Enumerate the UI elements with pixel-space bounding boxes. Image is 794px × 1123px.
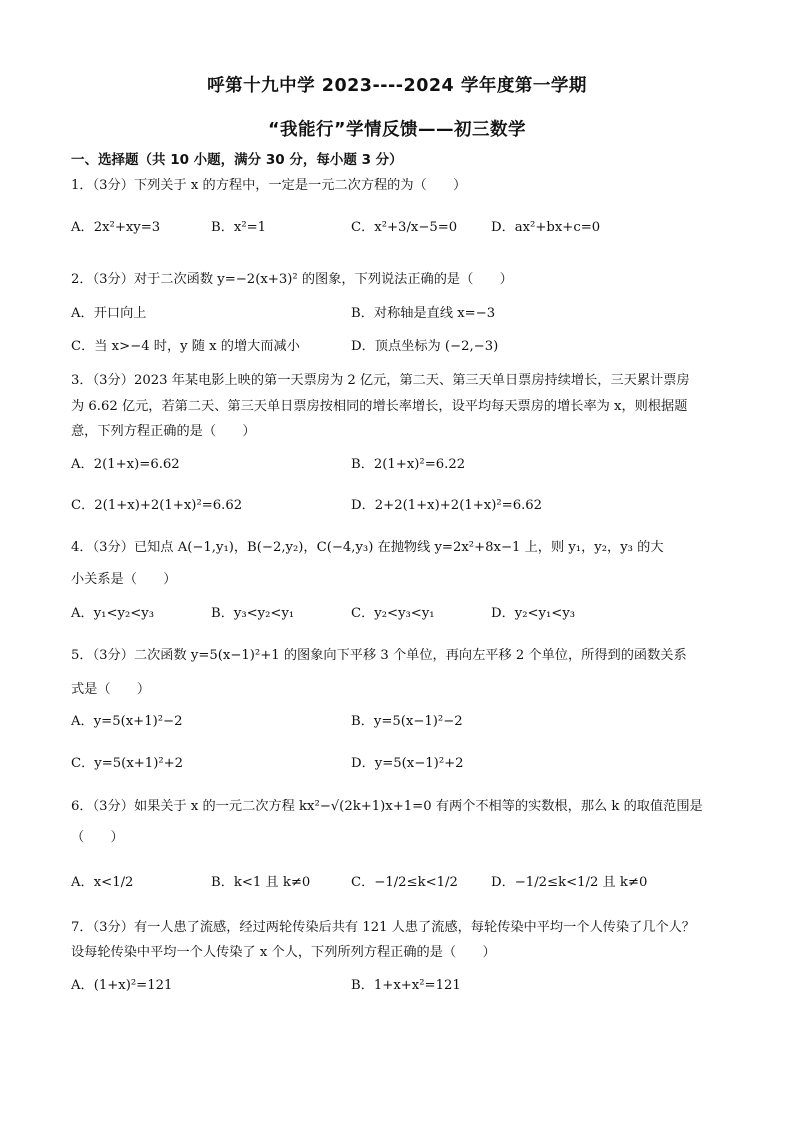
question-4-option-d: D．y₂<y₁<y₃ xyxy=(491,606,576,621)
question-6-stem-line-1: 6．（3分）如果关于 x 的一元二次方程 kx²−√(2k+1)x+1=0 有两个不相等的实数根，那么 k 的取值范围是 xyxy=(71,799,703,814)
question-3-stem-line-3: 意，下列方程正确的是（ ） xyxy=(71,424,256,439)
question-2-option-a: A．开口向上 xyxy=(71,306,147,321)
question-7-stem-line-1: 7．（3分）有一人患了流感，经过两轮传染后共有 121 人患了流感，每轮传染中平均一个人传染了几个人？ xyxy=(71,920,695,935)
question-7-stem-line-2: 设每轮传染中平均一个人传染了 x 个人，下列所列方程正确的是（ ） xyxy=(71,945,496,960)
question-5-option-d: D．y=5(x−1)²+2 xyxy=(351,756,464,771)
question-7-option-a: A．(1+x)²=121 xyxy=(71,978,173,993)
section-heading: 一、选择题（共 10 小题，满分 30 分，每小题 3 分） xyxy=(71,152,403,168)
question-6-option-a: A．x<1/2 xyxy=(71,875,134,890)
question-2-option-c: C．当 x>−4 时，y 随 x 的增大而减小 xyxy=(71,339,300,354)
question-1-stem: 1．（3分）下列关于 x 的方程中，一定是一元二次方程的为（ ） xyxy=(71,178,467,193)
question-5-option-c: C．y=5(x+1)²+2 xyxy=(71,756,184,771)
question-6-option-b: B．k<1 且 k≠0 xyxy=(211,875,311,890)
question-3-option-c: C．2(1+x)+2(1+x)²=6.62 xyxy=(71,498,243,513)
question-2-option-d: D．顶点坐标为 (−2,−3) xyxy=(351,339,499,354)
question-3-option-b: B．2(1+x)²=6.22 xyxy=(351,457,466,472)
question-4-stem-line-1: 4．（3分）已知点 A(−1,y₁)，B(−2,y₂)，C(−4,y₃) 在抛物线 y=2x²+8x−1 上，则 y₁，y₂，y₃ 的大 xyxy=(71,540,664,555)
question-6-option-d: D．−1/2≤k<1/2 且 k≠0 xyxy=(491,875,648,890)
question-4-option-b: B．y₃<y₂<y₁ xyxy=(211,606,295,621)
question-1-option-b: B．x²=1 xyxy=(211,220,267,235)
question-5-option-b: B．y=5(x−1)²−2 xyxy=(351,714,463,729)
question-1-option-d: D．ax²+bx+c=0 xyxy=(491,220,601,235)
question-7-option-b: B．1+x+x²=121 xyxy=(351,978,461,993)
question-5-option-a: A．y=5(x+1)²−2 xyxy=(71,714,183,729)
question-3-option-d: D．2+2(1+x)+2(1+x)²=6.62 xyxy=(351,498,543,513)
question-3-option-a: A．2(1+x)=6.62 xyxy=(71,457,180,472)
exam-subtitle: “我能行”学情反馈——初三数学 xyxy=(267,120,526,140)
question-2-stem: 2．（3分）对于二次函数 y=−2(x+3)² 的图象，下列说法正确的是（ ） xyxy=(71,272,513,287)
question-3-stem-line-1: 3．（3分）2023 年某电影上映的第一天票房为 2 亿元，第二天、第三天单日票房持续增长，三天累计票房 xyxy=(71,373,690,388)
question-5-stem-line-2: 式是（ ） xyxy=(71,682,151,697)
question-6-stem-line-2: （ ） xyxy=(71,830,124,845)
question-6-option-c: C．−1/2≤k<1/2 xyxy=(351,875,458,890)
question-1-option-c: C．x²+3/x−5=0 xyxy=(351,220,458,235)
question-5-stem-line-1: 5．（3分）二次函数 y=5(x−1)²+1 的图象向下平移 3 个单位，再向左平移 2 个单位，所得到的函数关系 xyxy=(71,648,687,663)
question-4-stem-line-2: 小关系是（ ） xyxy=(71,572,177,587)
question-3-stem-line-2: 为 6.62 亿元，若第二天、第三天单日票房按相同的增长率增长，设平均每天票房的增长率为 x，则根据题 xyxy=(71,399,688,414)
exam-title: 呼第十九中学 2023----2024 学年度第一学期 xyxy=(207,76,587,96)
question-1-option-a: A．2x²+xy=3 xyxy=(71,220,161,235)
question-2-option-b: B．对称轴是直线 x=−3 xyxy=(351,306,496,321)
question-4-option-a: A．y₁<y₂<y₃ xyxy=(71,606,155,621)
question-4-option-c: C．y₂<y₃<y₁ xyxy=(351,606,435,621)
